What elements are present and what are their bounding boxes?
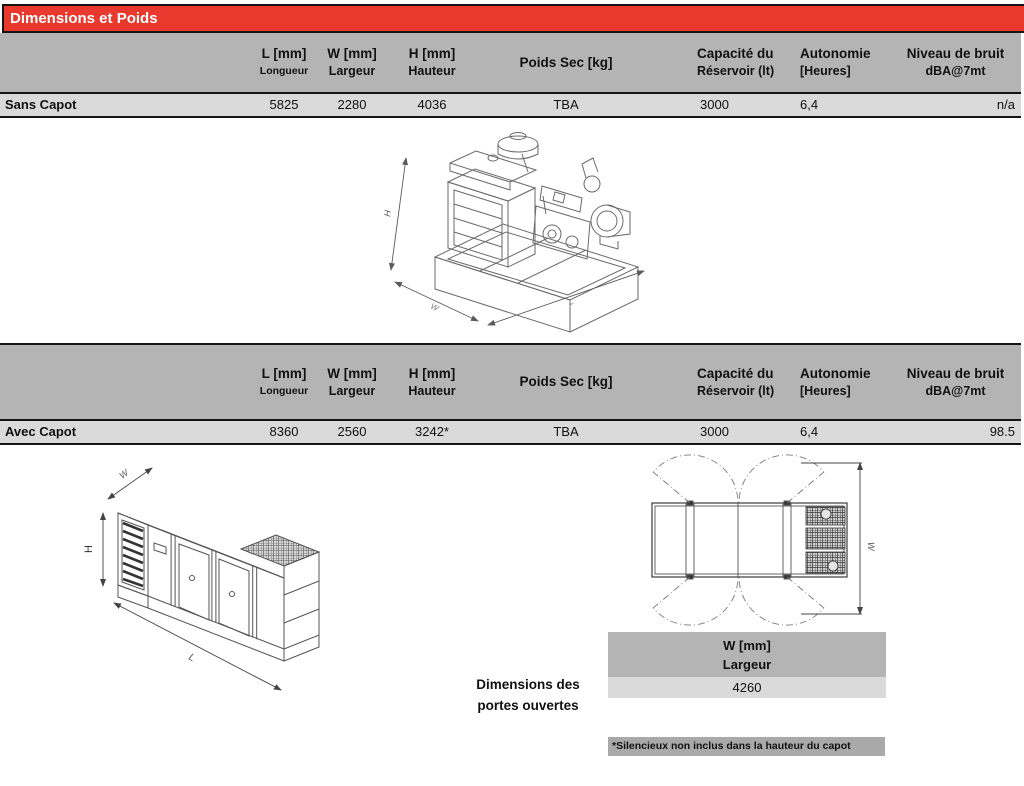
- door-width-table: [608, 632, 886, 698]
- col-header-bruit: Niveau de bruit dBA@7mt: [906, 46, 1005, 78]
- col-header-largeur: W [mm] Largeur: [327, 46, 377, 78]
- col-header-capacite: Capacité du Réservoir (lt): [697, 365, 775, 398]
- col-header-largeur: W [mm] Largeur: [327, 365, 377, 398]
- col-header-poids: Poids Sec [kg]: [519, 374, 613, 389]
- dim-label-l: L: [567, 296, 575, 307]
- dim-label-w: W: [429, 301, 440, 314]
- col-header-longueur: L [mm] Longueur: [259, 46, 309, 77]
- row-label: Sans Capot: [5, 97, 77, 112]
- canopy-genset-drawing: [76, 453, 358, 705]
- table-avec-capot-header: [0, 343, 1021, 419]
- col-header-capacite: Capacité du Réservoir (lt): [697, 46, 775, 78]
- door-width-value: 4260: [608, 677, 886, 698]
- col-header-poids: Poids Sec [kg]: [519, 54, 613, 70]
- value-longueur: 8360: [269, 424, 299, 439]
- dim-label-h: H: [382, 209, 393, 218]
- value-hauteur: 3242*: [415, 424, 449, 439]
- doors-caption: Dimensions des portes ouvertes: [476, 677, 580, 713]
- value-longueur: 5825: [269, 97, 299, 112]
- table-avec-capot: [0, 343, 1021, 445]
- open-genset-drawing: [360, 122, 652, 334]
- col-header-bruit: Niveau de bruit dBA@7mt: [906, 365, 1005, 398]
- value-bruit: 98.5: [989, 424, 1015, 439]
- dim-label-l: L: [186, 651, 197, 665]
- table-sans-capot: [0, 33, 1021, 118]
- col-header-autonomie: Autonomie [Heures]: [800, 365, 871, 398]
- col-header-longueur: L [mm] Longueur: [259, 365, 309, 397]
- value-capacite: 3000: [700, 97, 729, 112]
- section-title: Dimensions et Poids: [10, 10, 158, 27]
- col-header-autonomie: Autonomie [Heures]: [800, 46, 871, 78]
- value-hauteur: 4036: [417, 97, 447, 112]
- value-capacite: 3000: [700, 424, 729, 439]
- open-doors-top-view-drawing: [630, 450, 892, 642]
- value-largeur: 2280: [337, 97, 367, 112]
- table-row-sans-capot: [0, 92, 1021, 118]
- value-largeur: 2560: [337, 424, 367, 439]
- door-width-table-header: W [mm] Largeur: [608, 632, 886, 677]
- col-header-hauteur: H [mm] Hauteur: [408, 46, 456, 78]
- value-bruit: n/a: [996, 97, 1015, 112]
- dim-label-w: W: [866, 542, 876, 551]
- table-row-avec-capot: [0, 419, 1021, 445]
- dim-label-w: W: [117, 467, 131, 481]
- value-poids: TBA: [553, 97, 579, 112]
- value-poids: TBA: [553, 424, 579, 439]
- section-title-bar: [2, 4, 1024, 33]
- dim-label-h: H: [83, 545, 95, 553]
- value-autonomie: 6,4: [800, 97, 819, 112]
- col-header-hauteur: H [mm] Hauteur: [408, 365, 456, 398]
- row-label: Avec Capot: [5, 424, 77, 439]
- footnote: *Silencieux non inclus dans la hauteur du capot: [608, 737, 885, 756]
- value-autonomie: 6,4: [800, 424, 819, 439]
- table-sans-capot-header: [0, 33, 1021, 92]
